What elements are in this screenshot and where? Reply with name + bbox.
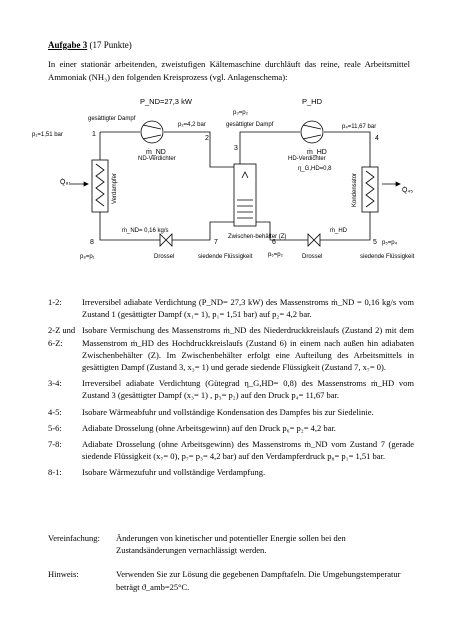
step-7-8 <box>48 438 414 462</box>
throttle-right-label: Drossel <box>302 254 323 260</box>
eta-label: η_G,HD=0,8 <box>298 166 332 172</box>
step-key: 4-5: <box>48 406 62 417</box>
tank-label: Zwischen-behälter (Z) <box>228 234 287 240</box>
step-text: Irreversibel adiabate Verdichtung (P_ND= 27,3 kW) des Massenstroms ṁ_ND = 0,16 kg/s vom Zustand 1 (gesättigter Dampf (x₁= 1), p₁= 1,51 bar) auf p₂= 4,2 bar. <box>82 297 414 320</box>
step-8-1 <box>48 466 414 478</box>
evaporator-label: Verdampfer <box>112 172 118 204</box>
evaporator <box>92 160 108 212</box>
step-text: Adiabate Drosselung (ohne Arbeitsgewinn) auf den Druck p₆= p₂= 4,2 bar. <box>82 422 336 433</box>
m-hd-top-label: ṁ_HD <box>307 149 327 156</box>
step-key: 2-Z und 6-Z: <box>48 325 76 348</box>
p-nd-label: P_ND=27,3 kW <box>140 97 192 106</box>
state3-number: 3 <box>234 145 238 152</box>
state3-label: gesättigter Dampf <box>226 122 274 128</box>
state4-pressure: p₄=11,67 bar <box>342 124 377 130</box>
state2-number: 2 <box>205 135 209 142</box>
step-text: Isobare Wärmeabfuhr und vollständige Kondensation des Dampfes bis zur Siedelinie. <box>82 406 374 417</box>
throttle-right <box>308 234 320 246</box>
plant-schematic <box>30 92 422 267</box>
step-key: 8-1: <box>48 467 62 478</box>
state3-top: p₃=p₂ <box>233 110 248 116</box>
state6-pressure: p₆=p₂ <box>268 252 283 258</box>
step-key: 5-6: <box>48 422 62 433</box>
m-nd-flow-label: ṁ_ND= 0,16 kg/s <box>122 228 169 234</box>
step-key: 7-8: <box>48 439 62 450</box>
process-steps <box>48 296 414 483</box>
state7-label: siedende Flüssigkeit <box>198 254 253 260</box>
pipe-throttle-left-out <box>172 222 234 240</box>
q81-label: Q̇₈₁ <box>60 179 71 186</box>
nd-compressor <box>141 121 163 143</box>
notes <box>48 532 414 605</box>
state1-number: 1 <box>92 131 96 138</box>
q45-label: Q̇₄₅ <box>402 187 414 194</box>
step-text: Irreversibel adiabate Verdichtung (Gütegrad η_G,HD= 0,8) des Massenstroms ṁ_HD vom Zustand 3 (gesättigter Dampf (x₃= 1) , p₃= p₂) auf den Druck p₄= 11,67 bar. <box>82 378 414 401</box>
state8-pressure: p₈=p₁ <box>80 254 95 260</box>
state8-number: 8 <box>90 239 94 246</box>
step-text: Adiabate Drosselung (ohne Arbeitsgewinn) des Massenstroms ṁ_ND vom Zustand 7 (gerade siedende Flüssigkeit (x₇= 0), p₇= p₃= 4,2 bar) auf den Verdampferdruck p₈= p₁= 1,51 bar. <box>82 439 414 462</box>
step-text: Isobare Wärmezufuhr und vollständige Verdampfung. <box>82 467 266 478</box>
note-key: Hinweis: <box>48 569 79 580</box>
step-5-6 <box>48 422 414 434</box>
pipe-evap-bottom <box>100 212 160 240</box>
step-2z-6z <box>48 324 414 373</box>
state1-pressure: p₁=1,51 bar <box>32 132 63 138</box>
step-text: Isobare Vermischung des Massenstroms ṁ_ND des Niederdruckkreislaufs (Zustand 2) mit dem Massenstrom ṁ_HD des Hochdruckkreislaufs (Zustand 6) in einem nach außen hin adiabaten Zwischenbehälter (Z). Im Zwischenbehälter erfolgt eine Aufteilung des Arbeitsmittels in gesättigten Dampf (Zustand 3, x₃= 1) und gerade siedende Flüssigkeit (Zustand 7, x₇= 0). <box>82 325 414 373</box>
state2-pressure: p₂=4,2 bar <box>178 122 206 128</box>
state1-label: gesättigter Dampf <box>88 116 136 122</box>
m-hd-flow-label: ṁ_HD <box>330 228 348 234</box>
state5-label: siedende Flüssigkeit <box>360 254 415 260</box>
intermediate-tank <box>234 164 256 226</box>
pipe-cond-bottom <box>320 212 370 240</box>
throttle-left-label: Drossel <box>154 254 175 260</box>
step-key: 1-2: <box>48 297 62 307</box>
m-nd-top-label: ṁ_ND <box>146 149 166 156</box>
step-1-2 <box>48 296 414 320</box>
step-4-5 <box>48 406 414 418</box>
note-simplification <box>48 532 414 556</box>
state6-number: 6 <box>272 239 276 246</box>
step-3-4 <box>48 377 414 401</box>
note-text: Änderungen von kinetischer und potentieller Energie sollen bei den Zustandsänderungen vernachlässigt werden. <box>116 533 346 556</box>
condenser <box>362 167 378 212</box>
note-hint <box>48 568 414 592</box>
task-points: (17 Punkte) <box>89 40 132 50</box>
state5-number: 5 <box>373 239 377 246</box>
intro-paragraph: In einer stationär arbeitenden, zweistufigen Kältemaschine durchläuft das reine, reale Arbeitsmittel Ammoniak (NH₃) den folgenden Kreisprozess (vgl. Anlagenschema): <box>48 59 410 82</box>
hd-compressor <box>301 121 323 143</box>
p-hd-label: P_HD <box>302 97 323 106</box>
throttle-left <box>160 234 172 246</box>
nd-compressor-label: ND-Verdichter <box>138 156 176 162</box>
note-key: Vereinfachung: <box>48 533 100 543</box>
state5-pressure: p₅=p₄ <box>382 240 398 246</box>
condenser-label: Kondensator <box>352 172 358 207</box>
note-text: Verwenden Sie zur Lösung die gegebenen Dampftafeln. Die Umgebungstemperatur beträgt ϑ_amb=25°C. <box>116 569 401 592</box>
state4-number: 4 <box>375 135 379 142</box>
task-title <box>48 40 132 50</box>
step-key: 3-4: <box>48 378 62 389</box>
state7-number: 7 <box>214 239 218 246</box>
hd-compressor-label: HD-Verdichter <box>288 156 326 162</box>
task-label: Aufgabe 3 <box>48 40 88 50</box>
